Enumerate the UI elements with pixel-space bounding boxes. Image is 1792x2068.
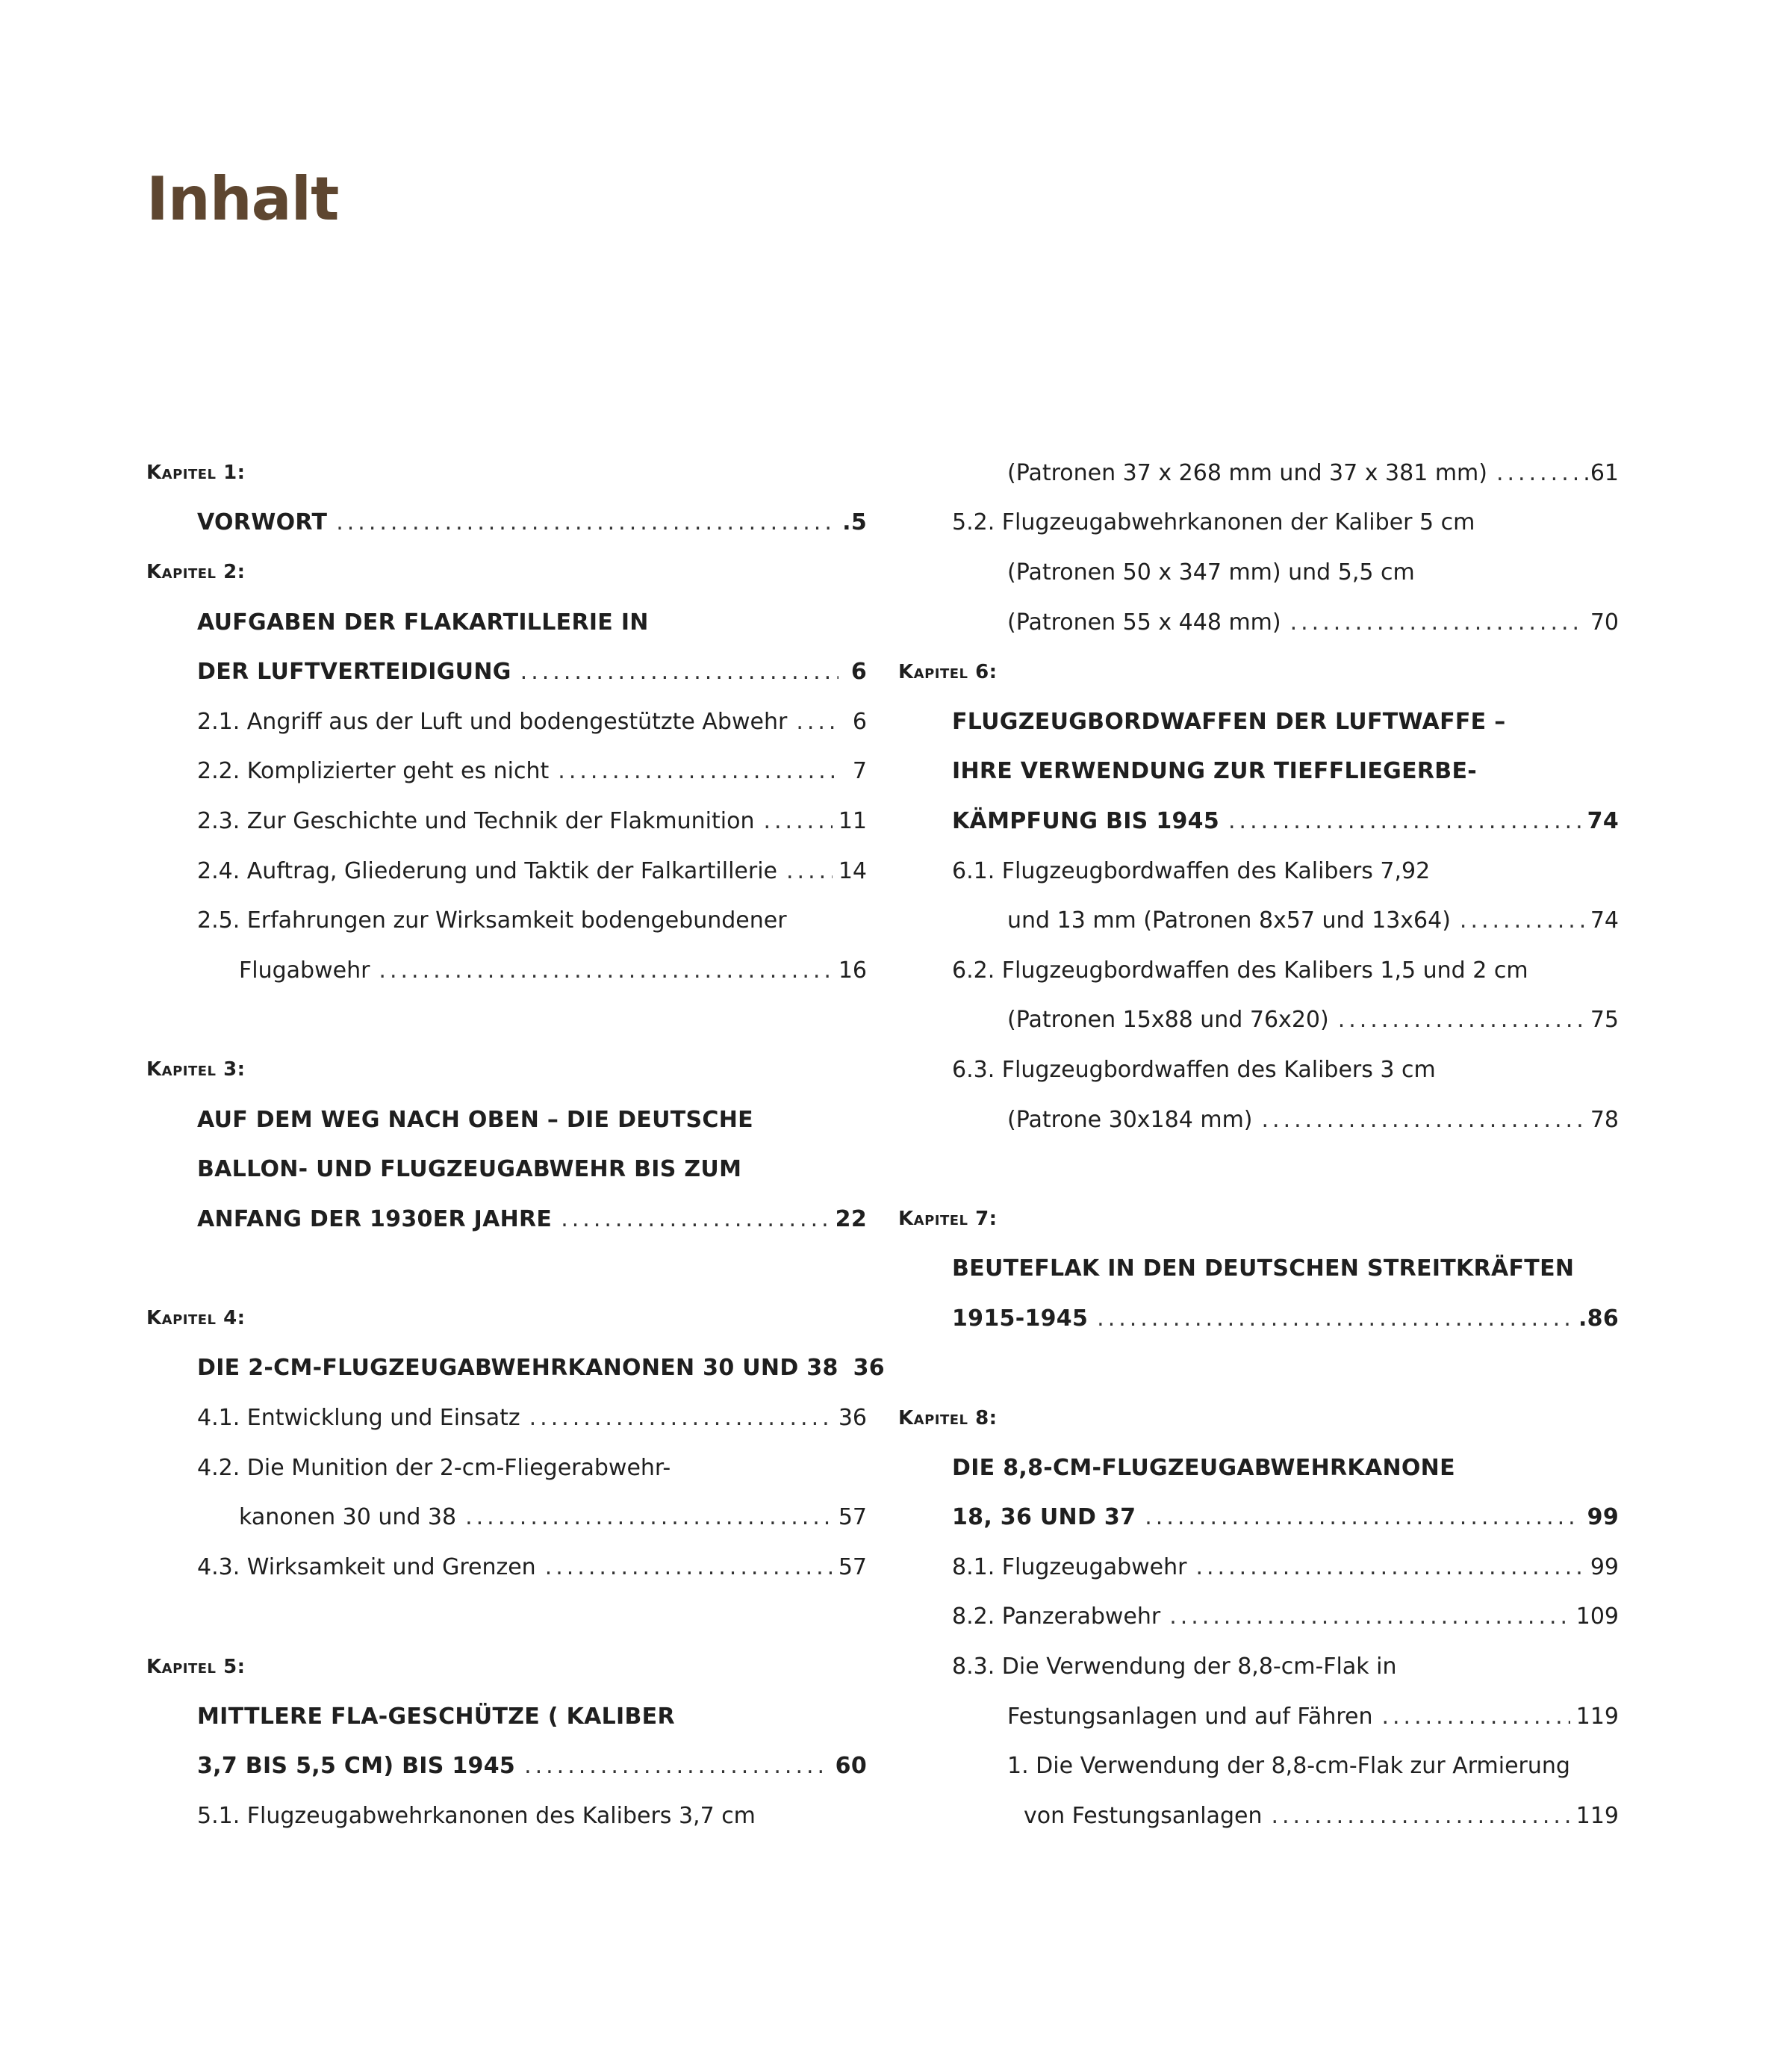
page-number: 36 [838,1405,867,1432]
toc-entry-8-3-1[interactable] [898,1791,1619,1841]
dot-leader [520,659,839,685]
toc-entry-6-3[interactable] [898,1095,1619,1145]
section-title-cont: (Patronen 15x88 und 76x20) [1007,1007,1329,1034]
page-number: 22 [835,1205,867,1232]
page-number: 14 [838,857,867,884]
toc-entry-5-1[interactable] [898,448,1619,498]
page-number: 78 [1590,1106,1619,1133]
section-title-cont: (Patronen 55 x 448 mm) [1007,609,1281,636]
dot-leader [1145,1504,1581,1530]
section-title-cont: (Patrone 30x184 mm) [1007,1106,1253,1133]
chapter-label [898,1393,1619,1443]
section-title-cont: (Patronen 50 x 347 mm) und 5,5 cm [1007,559,1415,586]
toc-entry-chapter-5-line1[interactable] [146,1692,867,1742]
toc-entry-chapter-3-line1[interactable] [146,1095,867,1145]
chapter-5-label: Kapitel 5: [146,1655,246,1678]
spacer [146,996,867,1046]
page-number: 57 [838,1553,867,1580]
dot-leader [1290,609,1584,636]
toc-entry-5-2[interactable] [898,597,1619,648]
chapter-3-label: Kapitel 3: [146,1058,246,1081]
dot-leader [379,957,832,984]
section-title: 6.2. Flugzeugbordwaffen des Kalibers 1,5 und 2 cm [952,957,1528,984]
toc-entry-2-4[interactable] [146,846,867,896]
dot-leader [558,758,839,784]
toc-entry-chapter-6-line1[interactable] [898,697,1619,747]
page-number: 74 [1590,907,1619,934]
dot-leader [786,858,833,884]
toc-entry-chapter-1[interactable] [146,498,867,548]
dot-leader [796,709,839,735]
chapter-2-title-line2: DER LUFTVERTEIDIGUNG [197,659,511,686]
page-number: 75 [1590,1007,1619,1034]
page-number: 74 [1587,807,1619,834]
toc-entry-chapter-2[interactable] [146,647,867,697]
chapter-5-title-line1: MITTLERE FLA-GESCHÜTZE ( KALIBER [197,1703,675,1730]
dot-leader [529,1405,833,1431]
section-title-cont: kanonen 30 und 38 [239,1504,457,1531]
chapter-1-title: VORWORT [197,509,328,536]
toc-entry-6-1-line1[interactable] [898,846,1619,896]
chapter-6-title-line2: IHRE VERWENDUNG ZUR TIEFFLIEGERBE- [952,758,1478,785]
chapter-7-label: Kapitel 7: [898,1208,998,1231]
section-title-cont: (Patronen 37 x 268 mm und 37 x 381 mm) [1007,459,1487,486]
chapter-6-title-line1: FLUGZEUGBORDWAFFEN DER LUFTWAFFE – [952,708,1506,735]
toc-entry-chapter-6[interactable] [898,796,1619,846]
toc-entry-2-5[interactable] [146,945,867,996]
toc-entry-8-3[interactable] [898,1692,1619,1742]
section-title: 4.2. Die Munition der 2-cm-Fliegerabwehr- [197,1454,671,1481]
dot-leader [1271,1803,1569,1829]
toc-entry-4-1[interactable] [146,1393,867,1443]
chapter-2-label: Kapitel 2: [146,561,246,584]
chapter-label [146,448,867,498]
page-number: 7 [852,758,867,785]
toc-entry-chapter-7[interactable] [898,1294,1619,1344]
toc-entry-2-2[interactable] [146,747,867,797]
section-title: 6.1. Flugzeugbordwaffen des Kalibers 7,92 [952,857,1431,884]
dot-leader [561,1206,829,1232]
subsection-title-cont: von Festungsanlagen [1024,1802,1263,1829]
section-title: 2.1. Angriff aus der Luft und bodengestützte Abwehr [197,708,788,735]
page-number: 119 [1575,1703,1619,1730]
page-number: 99 [1590,1553,1619,1580]
toc-left-column [146,448,885,1841]
dot-leader [1097,1305,1572,1332]
page-number: 109 [1575,1603,1619,1630]
toc-entry-6-2-line1[interactable] [898,945,1619,996]
dot-leader [545,1554,833,1580]
page-number: 11 [838,807,867,834]
dot-leader [1381,1704,1569,1730]
toc-entry-6-3-line1[interactable] [898,1045,1619,1095]
chapter-8-label: Kapitel 8: [898,1406,998,1429]
toc-entry-chapter-3-line2[interactable] [146,1144,867,1194]
toc-entry-4-3[interactable] [146,1542,867,1592]
page-number: 36 [853,1355,885,1382]
toc-entry-8-2[interactable] [898,1592,1619,1642]
chapter-7-title-line2: 1915-1945 [952,1305,1089,1332]
page-number: 60 [835,1753,867,1780]
chapter-3-title-line2: BALLON- UND FLUGZEUGABWEHR BIS ZUM [197,1156,742,1183]
toc-entry-chapter-3[interactable] [146,1194,867,1244]
toc-entry-4-2-line1[interactable] [146,1443,867,1493]
page-number: 6 [852,708,867,735]
chapter-2-title-line1: AUFGABEN DER FLAKARTILLERIE IN [197,609,649,636]
section-title: 4.3. Wirksamkeit und Grenzen [197,1553,536,1580]
toc-entry-2-3[interactable] [146,796,867,846]
toc-entry-6-2[interactable] [898,996,1619,1046]
section-title: 5.1. Flugzeugabwehrkanonen des Kalibers 3,7 cm [197,1802,756,1829]
section-title-cont: Festungsanlagen und auf Fähren [1007,1703,1373,1730]
toc-entry-6-1[interactable] [898,895,1619,945]
dot-leader [465,1504,833,1530]
toc-entry-8-3-1-line1[interactable] [898,1741,1619,1791]
chapter-5-title-line2: 3,7 BIS 5,5 CM) BIS 1945 [197,1753,516,1780]
section-title: 2.4. Auftrag, Gliederung und Taktik der Falkartillerie [197,857,777,884]
toc-entry-8-3-line1[interactable] [898,1642,1619,1692]
chapter-label [898,647,1619,697]
dot-leader [524,1753,830,1779]
chapter-3-title-line3: ANFANG DER 1930ER JAHRE [197,1205,553,1232]
chapter-3-title-line1: AUF DEM WEG NACH OBEN – DIE DEUTSCHE [197,1106,753,1133]
toc-entry-2-5-line1[interactable] [146,895,867,945]
dot-leader [1496,460,1577,486]
toc-entry-5-1-line1[interactable] [146,1791,867,1841]
toc-entry-chapter-7-line1[interactable] [898,1244,1619,1294]
toc-entry-8-1[interactable] [898,1542,1619,1592]
spacer [146,1592,867,1642]
section-title: 8.1. Flugzeugabwehr [952,1553,1187,1580]
page-number: .86 [1578,1305,1619,1332]
chapter-4-label: Kapitel 4: [146,1307,246,1330]
dot-leader [1460,907,1584,934]
page-number: 99 [1587,1504,1619,1531]
dot-leader [1262,1107,1584,1133]
chapter-7-title-line1: BEUTEFLAK IN DEN DEUTSCHEN STREITKRÄFTEN [952,1255,1575,1282]
chapter-label [146,1642,867,1692]
toc-entry-chapter-5[interactable] [146,1741,867,1791]
dot-leader [1169,1603,1570,1630]
dot-leader [1338,1007,1584,1033]
page-number: .5 [842,509,867,536]
toc-entry-5-2-line1[interactable] [898,498,1619,548]
section-title: 6.3. Flugzeugbordwaffen des Kalibers 3 cm [952,1056,1436,1083]
chapter-8-title-line2: 18, 36 UND 37 [952,1504,1136,1531]
section-title-cont: Flugabwehr [239,957,370,984]
spacer [146,1244,867,1294]
toc-entry-2-1[interactable] [146,697,867,747]
dot-leader [336,509,836,535]
chapter-label [146,1045,867,1095]
spacer [898,1344,1619,1394]
dot-leader [1228,808,1581,834]
chapter-8-title-line1: DIE 8,8-CM-FLUGZEUGABWEHRKANONE [952,1454,1455,1481]
toc-entry-5-2-line2[interactable] [898,547,1619,597]
section-title: 8.3. Die Verwendung der 8,8-cm-Flak in [952,1654,1397,1680]
toc-entry-4-2[interactable] [146,1492,867,1542]
chapter-6-label: Kapitel 6: [898,660,998,683]
page-number: 119 [1575,1802,1619,1829]
toc-entry-chapter-4[interactable] [146,1344,885,1394]
section-title: 5.2. Flugzeugabwehrkanonen der Kaliber 5 cm [952,509,1475,536]
dot-leader [1195,1554,1584,1580]
section-title: 2.3. Zur Geschichte und Technik der Flakmunition [197,807,755,834]
page-number: .61 [1583,459,1619,486]
spacer [898,1144,1619,1194]
chapter-label [146,1294,867,1344]
section-title: 8.2. Panzerabwehr [952,1603,1161,1630]
toc-entry-chapter-6-line2[interactable] [898,747,1619,797]
page-number: 57 [838,1504,867,1531]
page-number: 70 [1590,609,1619,636]
subsection-title: 1. Die Verwendung der 8,8-cm-Flak zur Armierung [1007,1753,1570,1780]
toc-entry-chapter-8[interactable] [898,1492,1619,1542]
section-title: 2.5. Erfahrungen zur Wirksamkeit bodengebundener [197,907,787,934]
toc-entry-chapter-2-line1[interactable] [146,597,867,648]
section-title: 2.2. Komplizierter geht es nicht [197,758,550,785]
chapter-label [898,1194,1619,1244]
page-number: 6 [850,659,867,686]
chapter-1-label: Kapitel 1: [146,462,246,485]
chapter-label [146,547,867,597]
toc-right-column [898,448,1619,1841]
dot-leader [763,808,832,834]
section-title: 4.1. Entwicklung und Einsatz [197,1405,520,1432]
section-title-cont: und 13 mm (Patronen 8x57 und 13x64) [1007,907,1451,934]
toc-entry-chapter-8-line1[interactable] [898,1443,1619,1493]
page-title: Inhalt [146,164,339,234]
chapter-6-title-line3: KÄMPFUNG BIS 1945 [952,807,1220,834]
page-number: 16 [838,957,867,984]
chapter-4-title: DIE 2-CM-FLUGZEUGABWEHRKANONEN 30 UND 38 [197,1355,839,1382]
